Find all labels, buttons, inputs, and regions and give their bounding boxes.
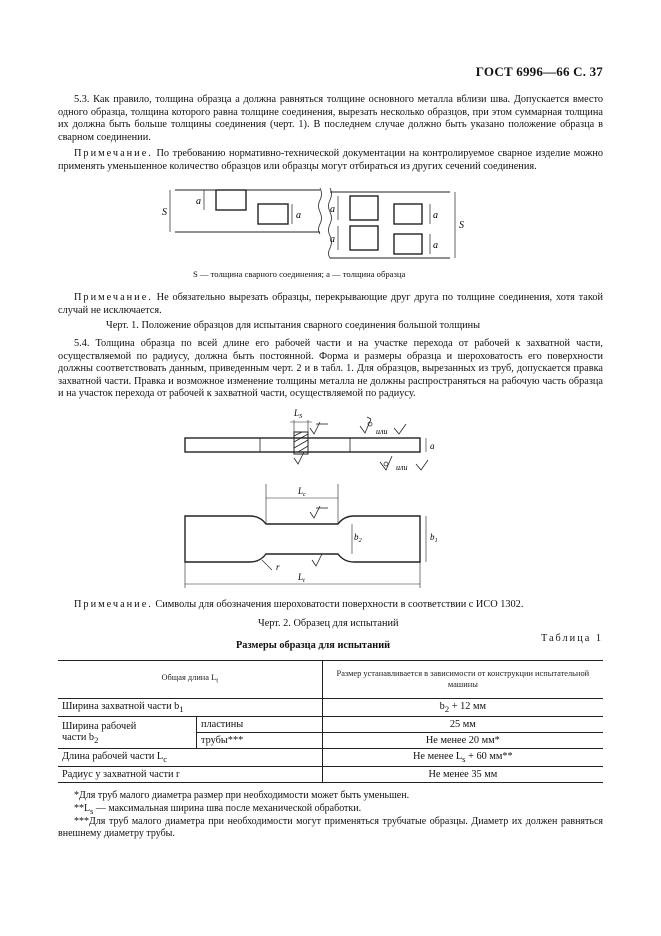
table-cell: трубы*** [197, 733, 323, 749]
table-cell: Общая длина $L_t$ [58, 661, 322, 699]
ls-label: $L_S$ [294, 408, 303, 420]
a-label: a [433, 240, 438, 251]
table-cell: Ширина захватной части $b_1$ [58, 699, 322, 717]
figure-2-caption: Черт. 2. Образец для испытаний [258, 618, 399, 629]
ili-label: или [396, 463, 408, 472]
figure-1-drawing [150, 182, 470, 264]
table-row [58, 767, 603, 783]
b1-label: $b_1$ [430, 532, 438, 544]
table-row [58, 699, 603, 717]
footnote-1: *Для труб малого диаметра размер при необходимости может быть уменьшен. [74, 790, 410, 801]
note-label: Примечание. [74, 599, 153, 610]
table-row [58, 661, 603, 699]
paragraph-5-3: 5.3. Как правило, толщина образца a должна равняться толщине основного металла вблизи шва. Допускается вместо одного образца, толщина которого равна толщине соединения, вырезать несколько образцов, при этом суммарная толщина их должна быть больше толщины соединения (черт. 1). В последнем случае должно быть указано положение образца в сварном соединении. [58, 94, 603, 143]
table-row [58, 717, 603, 733]
note-2 [58, 292, 603, 317]
a-label: a [330, 234, 335, 245]
table-cell: Размер устанавливается в зависимости от конструкции испытательной машины [322, 661, 603, 699]
footnote-2: $**L_s$ — максимальная ширина шва после механической обработки. [74, 803, 362, 816]
note-label: Примечание. [74, 148, 153, 159]
a-label: a [430, 441, 435, 451]
s-label: S [459, 220, 464, 231]
a-label: a [196, 196, 201, 207]
page-header: ГОСТ 6996—66 С. 37 [475, 64, 603, 79]
s-label: S [162, 207, 167, 218]
note-1 [58, 148, 603, 173]
a-label: a [296, 210, 301, 221]
r-label: r [276, 562, 280, 572]
lt-label: $L_t$ [298, 572, 305, 584]
note-label: Примечание. [74, 292, 153, 303]
table-cell: пластины [197, 717, 323, 733]
note-text: Символы для обозначения шероховатости поверхности в соответствии с ИСО 1302. [152, 599, 524, 610]
note-text: По требованию нормативно-технической документации на контролируемое сварное изделие можно применять уменьшенное количество образцов или образцы могут отбираться из других сечений соединения. [58, 148, 603, 172]
ili-label: или [376, 427, 388, 436]
a-label: a [433, 210, 438, 221]
table-row [58, 749, 603, 767]
figure-2-drawing [180, 400, 450, 592]
note-text: Не обязательно вырезать образцы, перекрывающие друг друга по толщине соединения, хотя такой случай не исключается. [58, 292, 603, 316]
paragraph-5-4: 5.4. Толщина образца по всей длине его рабочей части и на участке перехода от рабочей к захватной части, осуществляемой по радиусу, должна быть постоянной. Форма и размеры образца и шероховатость его поверхности должны соответствовать данным, приведенным черт. 2 и в табл. 1. Для образцов, вырезанных из труб, допускается правка захватной части. Правка и возможное изменение толщины металла не должны распространяться на рабочую часть образца и на участок перехода от рабочей к захватной части, осуществляемой по радиусу. [58, 338, 603, 400]
table-cell: Длина рабочей части $L_c$ [58, 749, 322, 767]
table-cell: Не менее $L_s + 60$ мм** [322, 749, 603, 767]
footnote-3: ***Для труб малого диаметра при необходимости могут применяться трубчатые образцы. Диаметр их должен равняться внешнему диаметру трубы. [58, 816, 603, 840]
dimensions-table [58, 660, 603, 783]
table-cell: Радиус у захватной части r [58, 767, 322, 783]
figure-1-legend: S — толщина сварного соединения; a — толщина образца [193, 269, 406, 279]
table-cell: Не менее 35 мм [322, 767, 603, 783]
table-cell: Не менее 20 мм* [322, 733, 603, 749]
table-title: Размеры образца для испытаний [236, 640, 391, 651]
b2-label: $b_2$ [354, 532, 362, 544]
a-label: a [330, 204, 335, 215]
note-3 [58, 599, 603, 612]
table-label: Таблица 1 [540, 633, 603, 644]
table-cell: Ширина рабочей части $b_2$ [58, 717, 197, 749]
table-cell: 25 мм [322, 717, 603, 733]
table-cell: $b_2 + 12$ мм [322, 699, 603, 717]
lc-label: $L_c$ [298, 486, 306, 498]
figure-1-caption: Черт. 1. Положение образцов для испытания сварного соединения большой толщины [106, 320, 481, 331]
